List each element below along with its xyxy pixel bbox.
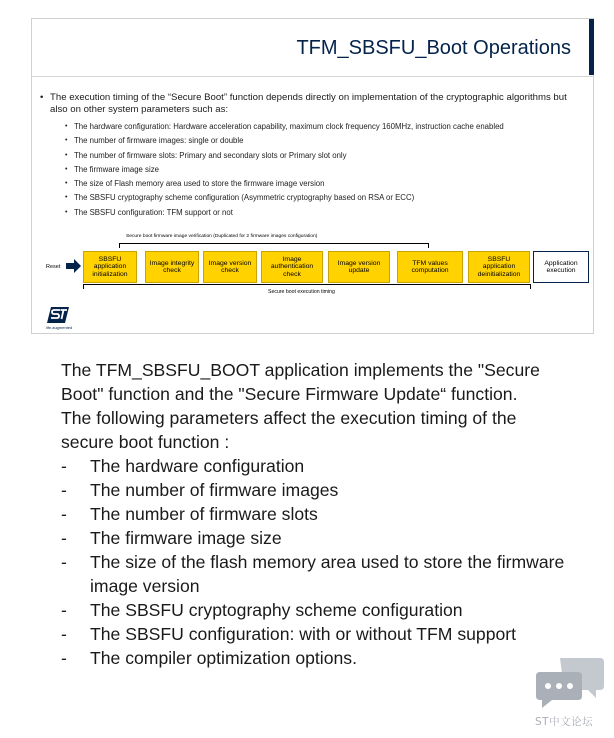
slide-list-item: • The number of firmware slots: Primary and secondary slots or Primary slot only bbox=[74, 151, 579, 161]
slide-list-item: • The size of Flash memory area used to store the firmware image version bbox=[74, 179, 579, 189]
step-version-update: Image version update bbox=[328, 251, 390, 283]
dash-marker: - bbox=[61, 456, 67, 476]
dash-marker: - bbox=[61, 552, 67, 572]
slide-list-item: • The SBSFU configuration: TFM support or not bbox=[74, 208, 579, 218]
list-item bbox=[61, 502, 571, 526]
verification-bracket-label: Secure boot firmware image verification (Duplicated for 2 firmware images configuration) bbox=[126, 234, 318, 239]
timing-line bbox=[83, 284, 530, 285]
slide-title: TFM_SBSFU_Boot Operations bbox=[296, 37, 571, 59]
slide-divider bbox=[32, 76, 593, 77]
slide-intro-text: The execution timing of the “Secure Boot” function depends directly on implementation of the cryptographic algorithms but also on other system parameters such as: bbox=[50, 92, 567, 115]
list-item-text: The firmware image size bbox=[90, 528, 282, 548]
logo-tagline: life.augmented bbox=[46, 325, 73, 330]
timing-tick-left bbox=[83, 284, 84, 289]
slide-list-item: • The number of firmware images: single or double bbox=[74, 136, 579, 146]
dash-marker: - bbox=[61, 600, 67, 620]
list-item bbox=[61, 598, 571, 622]
chat-bubble-icon bbox=[534, 656, 606, 717]
list-item bbox=[61, 454, 571, 478]
dash-marker: - bbox=[61, 480, 67, 500]
list-item-text: The SBSFU configuration: with or without TFM support bbox=[90, 624, 517, 644]
list-item-text: The size of the flash memory area used to store the firmware image version bbox=[90, 552, 565, 596]
step-sbsfu-init: SBSFU application initialization bbox=[83, 251, 137, 283]
slide-intro bbox=[40, 92, 570, 116]
step-application-execution: Application execution bbox=[533, 251, 589, 283]
watermark-text: ST中文论坛 bbox=[535, 716, 594, 728]
list-item bbox=[61, 550, 571, 598]
timing-tick-right bbox=[530, 284, 531, 289]
verification-bracket bbox=[119, 243, 429, 248]
paragraph-intro: The TFM_SBSFU_BOOT application implements the "Secure Boot" function and the "Secure Firmware Update“ function. bbox=[61, 360, 540, 404]
slide-list-item: • The firmware image size bbox=[74, 165, 579, 175]
article-body bbox=[61, 358, 571, 670]
list-item-text: The SBSFU cryptography scheme configuration bbox=[90, 600, 463, 620]
slide-list-item: • The SBSFU cryptography scheme configuration (Asymmetric cryptography based on RSA or ECC) bbox=[74, 193, 579, 203]
timing-label: Secure boot execution timing bbox=[268, 289, 335, 295]
step-integrity-check: Image integrity check bbox=[145, 251, 199, 283]
step-sbsfu-deinit: SBSFU application deinitialization bbox=[468, 251, 530, 283]
list-item bbox=[61, 478, 571, 502]
list-item-text: The compiler optimization options. bbox=[90, 648, 357, 668]
dash-marker: - bbox=[61, 624, 67, 644]
step-tfm-values: TFM values computation bbox=[397, 251, 463, 283]
paragraph-parameters: The following parameters affect the execution timing of the secure boot function : bbox=[61, 408, 517, 452]
parameter-list bbox=[61, 454, 571, 670]
list-item bbox=[61, 622, 571, 646]
slide-image bbox=[31, 18, 594, 334]
slide-list-item: • The hardware configuration: Hardware acceleration capability, maximum clock frequency 160MHz, instruction cache enabled bbox=[74, 122, 579, 132]
step-version-check: Image version check bbox=[203, 251, 257, 283]
dash-marker: - bbox=[61, 528, 67, 548]
dash-marker: - bbox=[61, 504, 67, 524]
list-item-text: The number of firmware images bbox=[90, 480, 339, 500]
slide-accent-bar bbox=[589, 19, 594, 75]
list-item bbox=[61, 646, 571, 670]
slide-parameter-list bbox=[74, 122, 579, 222]
reset-label: Reset bbox=[46, 264, 61, 270]
list-item-text: The hardware configuration bbox=[90, 456, 305, 476]
bullet-icon: • bbox=[40, 92, 44, 103]
list-item bbox=[61, 526, 571, 550]
step-authentication-check: Image authentication check bbox=[261, 251, 323, 283]
list-item-text: The number of firmware slots bbox=[90, 504, 318, 524]
dash-marker: - bbox=[61, 648, 67, 668]
